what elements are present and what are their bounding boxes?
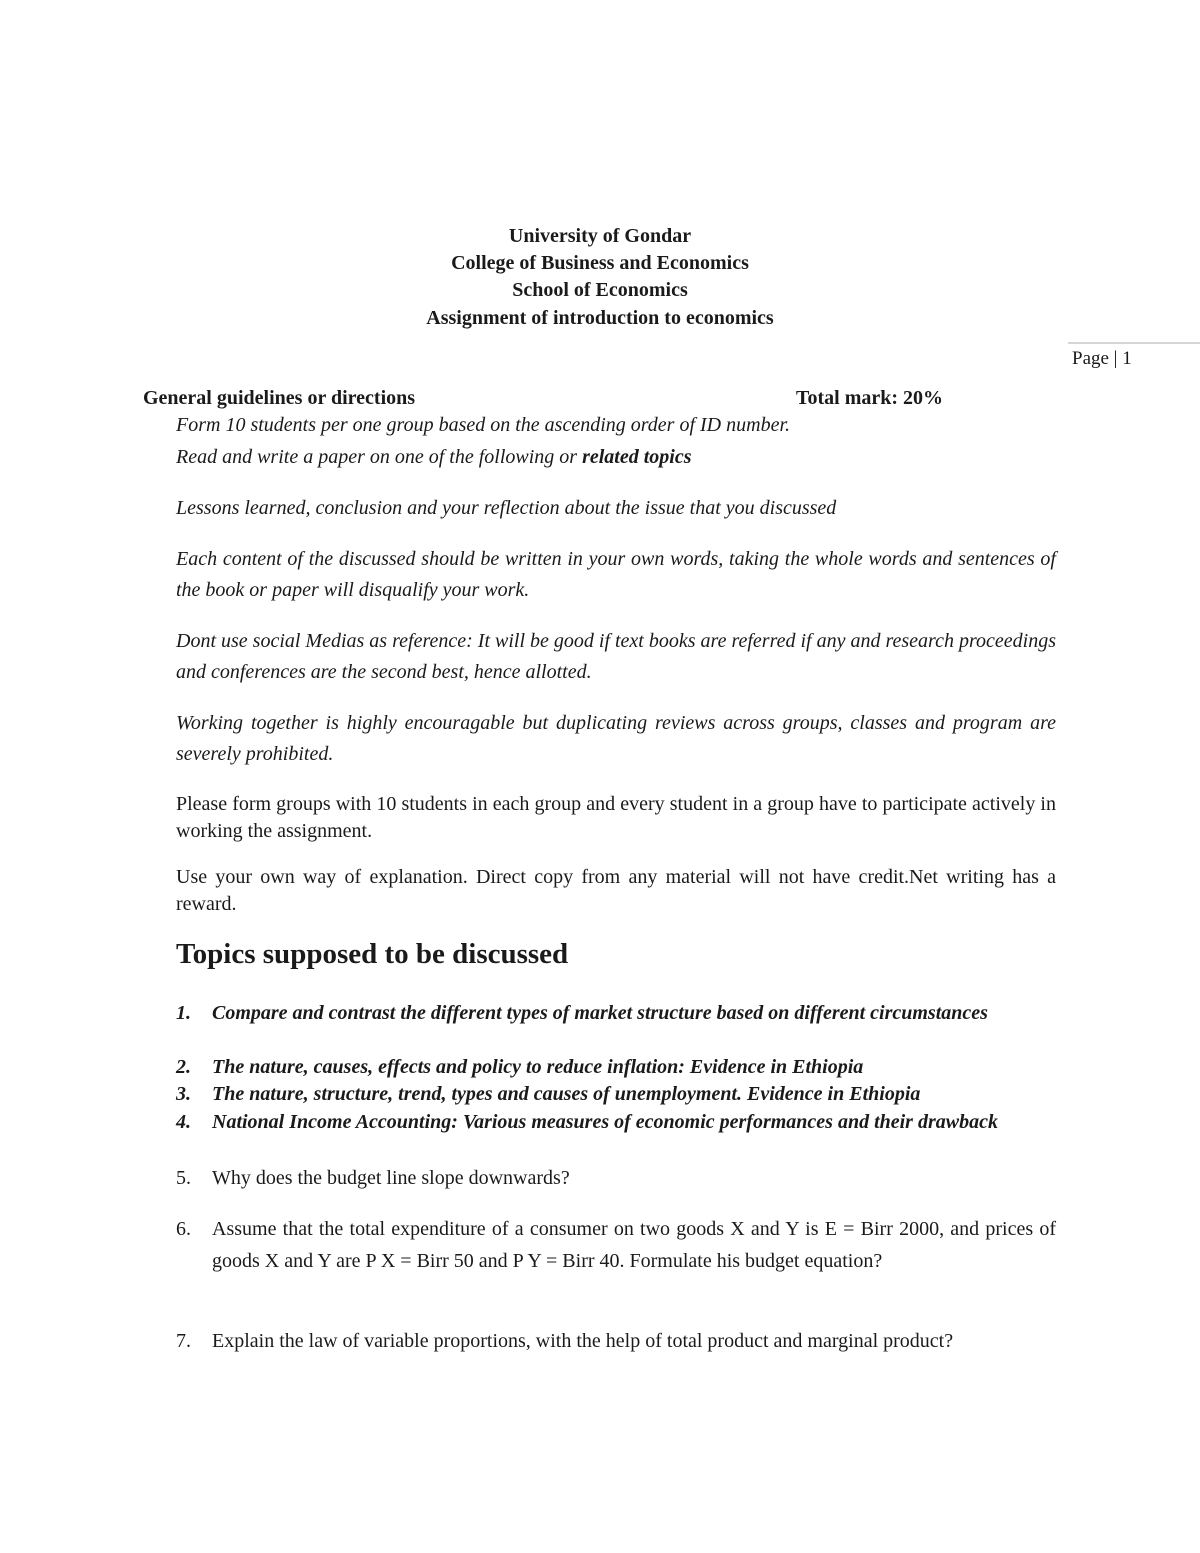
topic-number: 1. [176,1002,191,1024]
topic-number: 5. [176,1167,191,1189]
topic-number: 7. [176,1330,191,1352]
guideline-item: Form 10 students per one group based on the ascending order of ID number. [176,414,791,436]
topic-item: The nature, causes, effects and policy to reduce inflation: Evidence in Ethiopia [212,1056,864,1078]
guideline-item-text: Read and write a paper on one of the following or [176,446,583,468]
guideline-item: Use your own way of explanation. Direct copy from any material will not have credit.Net writing has a reward. [176,866,1056,915]
topic-number: 3. [176,1083,191,1105]
topic-number: 2. [176,1056,191,1078]
topic-item: Compare and contrast the different types of market structure based on different circumstances [212,1002,988,1024]
guideline-item: Working together is highly encouragable but duplicating reviews across groups, classes and program are severely prohibited. [176,712,1056,765]
guideline-item: Each content of the discussed should be written in your own words, taking the whole words and sentences of the book or paper will disqualify your work. [176,548,1056,601]
topic-item: National Income Accounting: Various measures of economic performances and their drawback [212,1111,998,1133]
assignment-title: Assignment of introduction to economics [426,307,774,329]
guideline-item: Please form groups with 10 students in each group and every student in a group have to participate actively in working the assignment. [176,793,1056,842]
college-name: College of Business and Economics [451,252,749,274]
topic-number: 4. [176,1111,191,1133]
topics-heading: Topics supposed to be discussed [176,938,569,970]
topic-number: 6. [176,1218,191,1240]
topic-item: The nature, structure, trend, types and causes of unemployment. Evidence in Ethiopia [212,1083,921,1105]
guideline-item: Dont use social Medias as reference: It will be good if text books are referred if any and research proceedings and conferences are the second best, hence allotted. [176,630,1056,683]
university-name: University of Gondar [508,225,692,247]
page-number-divider [1068,342,1200,344]
guideline-item [176,442,1056,473]
total-mark: Total mark: 20% [796,387,944,409]
topic-item: Explain the law of variable proportions, with the help of total product and marginal product? [212,1330,954,1352]
guideline-item: Lessons learned, conclusion and your reflection about the issue that you discussed [176,497,837,519]
guidelines-heading: General guidelines or directions [143,387,416,409]
topic-item: Why does the budget line slope downwards? [212,1167,570,1189]
school-name: School of Economics [512,279,688,301]
page-number: Page | 1 [1072,348,1132,369]
topic-item: Assume that the total expenditure of a consumer on two goods X and Y is E = Birr 2000, and prices of goods X and Y are P X = Birr 50 and P Y = Birr 40. Formulate his budget equation? [212,1218,1056,1272]
related-topics-emphasis: related topics [582,446,692,468]
